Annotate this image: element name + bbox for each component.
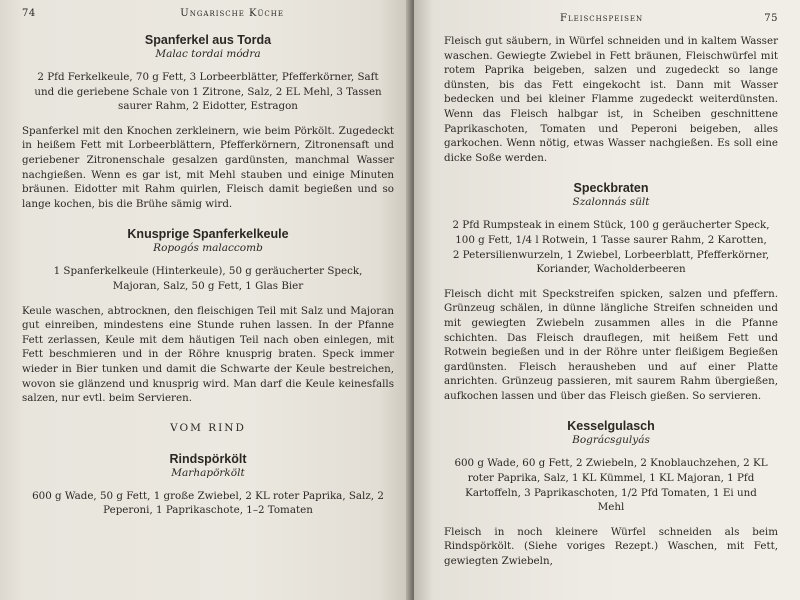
recipe-ingredients: 600 g Wade, 50 g Fett, 1 große Zwiebel, 2 KL roter Paprika, Salz, 2 Peperoni, 1 Paprikaschote, 1–2 Tomaten	[32, 489, 384, 517]
recipe-subtitle: Malac tordai módra	[155, 48, 261, 60]
recipe-title: Kesselgulasch	[567, 419, 655, 434]
recipe-ingredients: 1 Spanferkelkeule (Hinterkeule), 50 g geräucherter Speck, Majoran, Salz, 50 g Fett, 1 Glas Bier	[53, 265, 363, 292]
recipe-instructions: Keule waschen, abtrocknen, den fleischigen Teil mit Salz und Majoran gut einreiben, mindestens eine Stunde ruhen lassen. In der Pfanne Fett zerlassen, Keule mit dem häutigen Teil nach oben einlegen, mit Fett beschmieren und in der Röhre knusprig braten. Speck immer wieder in Bier tunken und damit die Schwarte der Keule bestreichen, wovon sie glänzend und knusprig wird. Man darf die Keule keinesfalls salzen, nur evtl. beim Servieren.	[22, 304, 394, 405]
recipe-title: Knusprige Spanferkelkeule	[127, 227, 289, 242]
recipe-title: Speckbraten	[573, 181, 649, 196]
recipe-ingredients: 600 g Wade, 60 g Fett, 2 Zwiebeln, 2 Knoblauchzehen, 2 KL roter Paprika, Salz, 1 KL Kümmel, 1 KL Majoran, 1 Pfd Kartoffeln, 3 Paprikaschoten, 1/2 Pfd Tomaten, 1 Ei und Mehl	[454, 457, 768, 514]
left-page-number: 74	[22, 8, 36, 19]
continued-instructions: Fleisch gut säubern, in Würfel schneiden und in kaltem Wasser waschen. Gewiegte Zwiebel in Fett bräunen, Fleischwürfel mit rotem Paprika beigeben, salzen und zugedeckt so lange dünsten, bis das Fett eingekocht ist. Dann mit Wasser bedecken und bei kleiner Flamme zugedeckt weiterdünsten. Wenn das Fleisch halbgar ist, in Scheiben geschnittene Paprikaschoten, Tomaten und Peperoni beigeben, alles garkochen. Wenn nötig, etwas Wasser nachgießen. Es soll eine dicke Soße werden.	[444, 35, 778, 164]
right-page-number: 75	[764, 13, 778, 24]
recipe-ingredients: 2 Pfd Ferkelkeule, 70 g Fett, 3 Lorbeerblätter, Pfefferkörner, Saft und die geriebene Schale von 1 Zitrone, Salz, 2 EL Mehl, 3 Tassen saurer Rahm, 2 Eidotter, Estragon	[34, 71, 382, 113]
recipe-title: Spanferkel aus Torda	[144, 33, 272, 47]
recipe-instructions: Spanferkel mit den Knochen zerkleinern, wie beim Pörkölt. Zugedeckt in heißem Fett mit Lorbeerblättern, Pfefferkörnern, Zitronensaft und geriebener Zitronenschale gesalzen gardünsten, manchmal Wasser nachgießen. Wenn es gar ist, mit Mehl stauben und einige Minuten bräunen. Eidotter mit Rahm quirlen, Fleisch damit begießen und so lange kochen, bis die Brühe sämig wird.	[22, 124, 394, 210]
left-running-head	[22, 8, 394, 19]
section-heading: VOM RIND	[170, 421, 246, 434]
recipe-subtitle: Marhapörkölt	[171, 466, 245, 479]
recipe-subtitle: Ropogós malaccomb	[153, 242, 263, 255]
recipe-ingredients: 2 Pfd Rumpsteak in einem Stück, 100 g geräucherter Speck, 100 g Fett, 1/4 l Rotwein, 1 Tasse saurer Rahm, 2 Karotten, 2 Petersilienwurzeln, 1 Zwiebel, Lorbeerblatt, Pfefferkörner, Koriander, Wacholderbeeren	[452, 219, 770, 276]
right-page	[414, 0, 800, 600]
right-running-head	[444, 13, 778, 24]
right-running-title: Fleischspeisen	[560, 13, 644, 24]
recipe-subtitle: Bográcsgulyás	[572, 434, 650, 447]
recipe-subtitle: Szalonnás sült	[572, 196, 650, 209]
recipe-instructions: Fleisch in noch kleinere Würfel schneiden als beim Rindspörkölt. (Siehe voriges Rezept.) Waschen, mit Fett, gewiegten Zwiebeln,	[444, 525, 778, 568]
recipe-title: Rindspörkölt	[169, 451, 247, 466]
recipe-instructions: Fleisch dicht mit Speckstreifen spicken, salzen und pfeffern. Grünzeug schälen, in dünne längliche Streifen schneiden und mit gewiegten Zwiebeln zusammen alles in die Pfanne schichten. Das Fleisch drauflegen, mit heißem Fett und Rotwein begießen und in der Röhre unter fleißigem Begießen gardünsten. Fleisch herausheben und auf einer Platte anrichten. Grünzeug passieren, mit saurem Rahm übergießen, aufkochen lassen und über das Fleisch gießen. So servieren.	[444, 287, 778, 402]
left-running-title: Ungarische Küche	[180, 8, 284, 19]
